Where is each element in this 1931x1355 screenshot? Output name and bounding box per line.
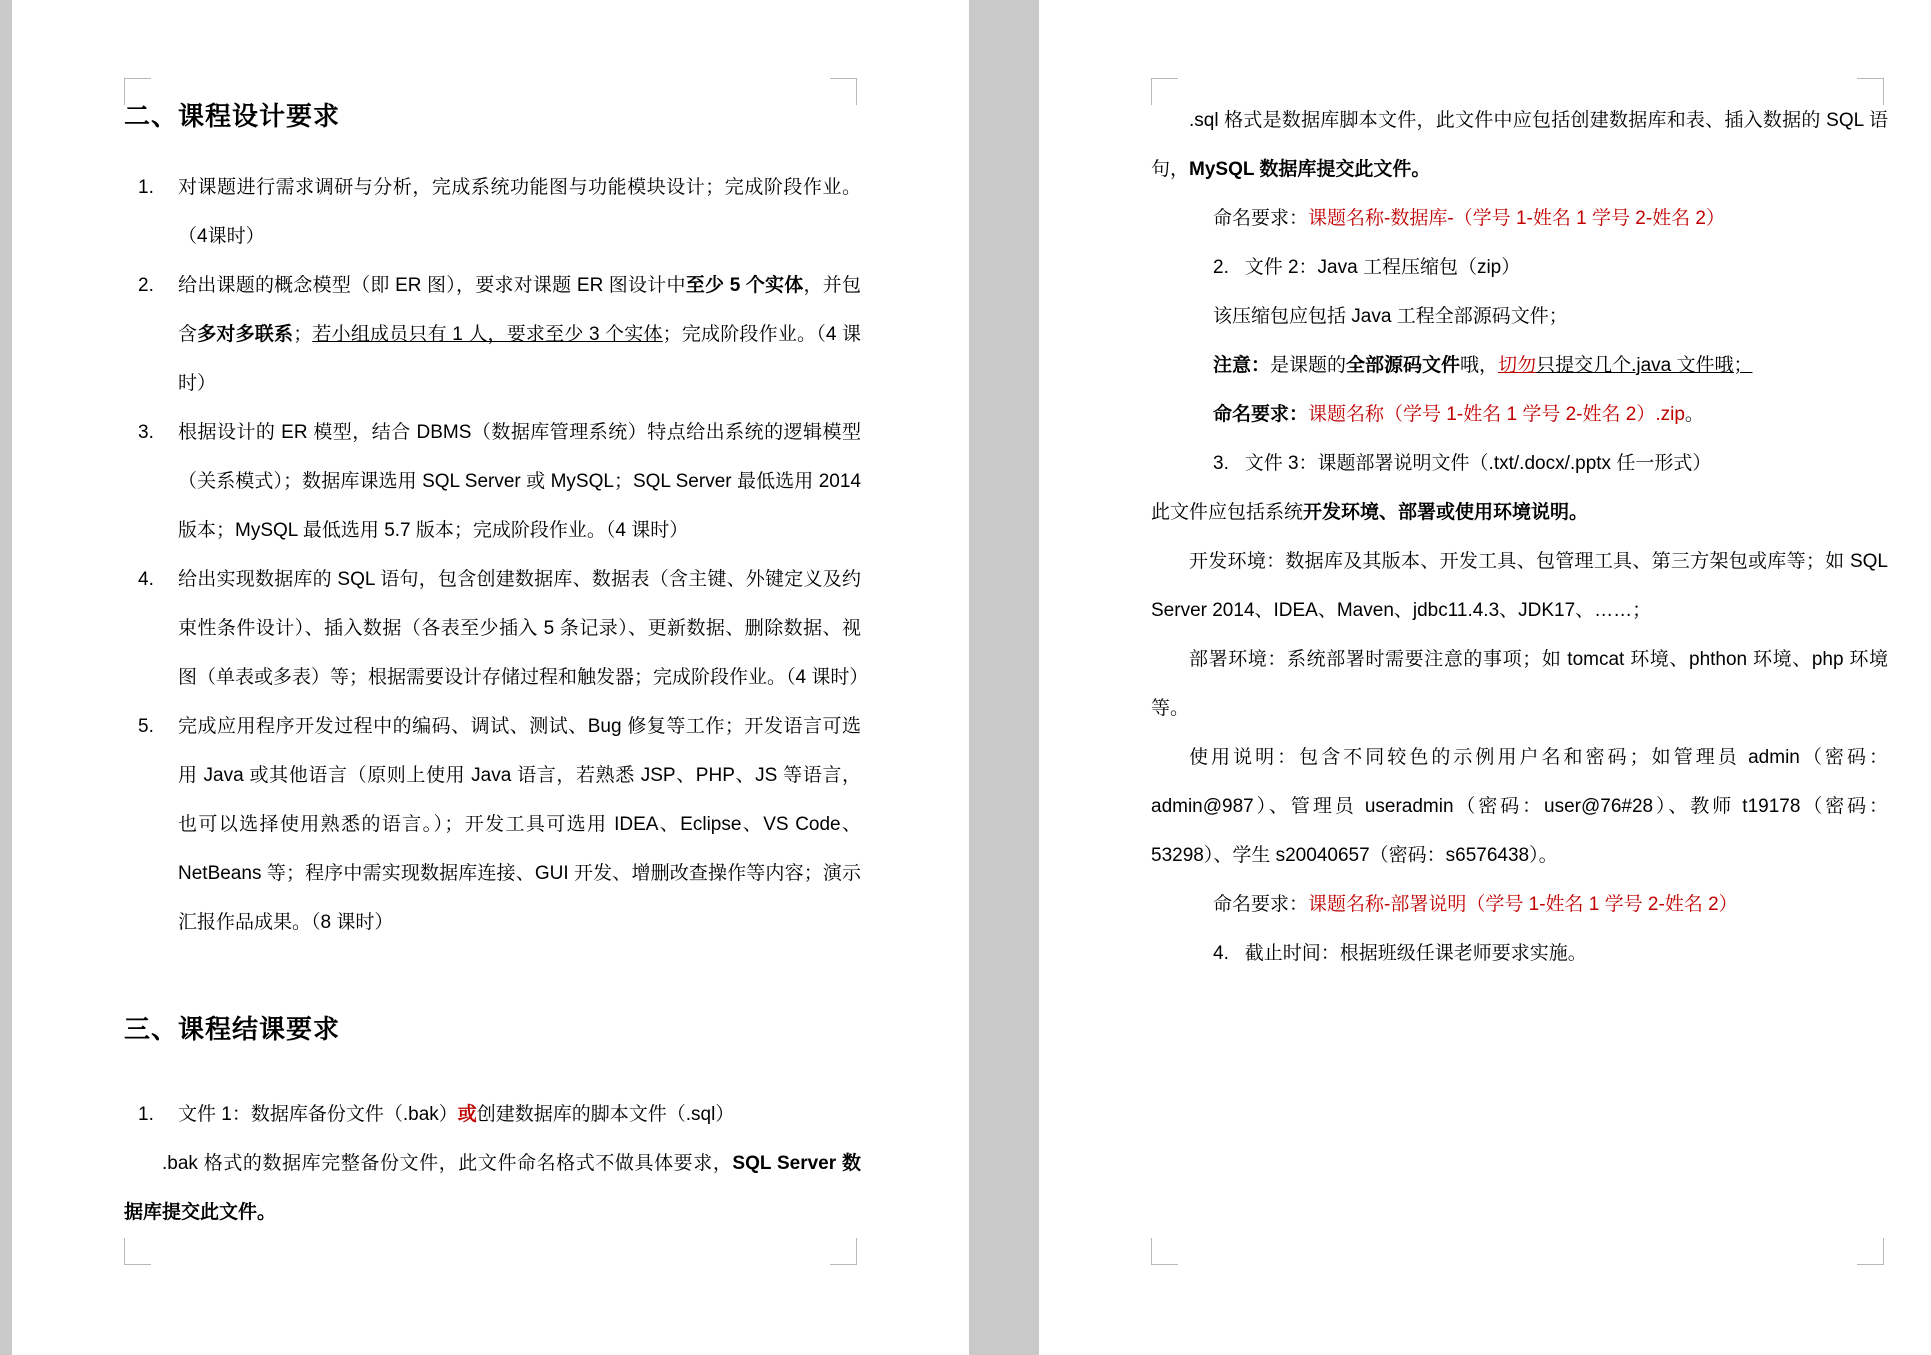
requirement-item-3-text: 根据设计的 ER 模型，结合 DBMS（数据库管理系统）特点给出系统的逻辑模型（关系模式）；数据库课选用 SQL Server 或 MySQL；SQL Server 最低选用 2014 版本；MySQL 最低选用 5.7 版本；完成阶段作业。（4 课时）	[178, 422, 861, 541]
zip-note	[1151, 341, 1888, 390]
document-page-1[interactable]	[12, 0, 969, 1355]
bak-file-description	[124, 1139, 861, 1237]
page-2-content	[1151, 96, 1888, 1275]
requirement-item-2-underline: 若小组成员只有 1 人，要求至少 3 个实体	[312, 324, 663, 345]
zip-note-red-warning: 切勿	[1498, 355, 1537, 376]
naming-1-label: 命名要求：	[1213, 208, 1309, 229]
spacer	[124, 1076, 861, 1090]
deliverable-item-3-text: 文件 3：课题部署说明文件（.txt/.docx/.pptx 任一形式）	[1244, 453, 1712, 474]
requirement-item-2-bold-2: 多对多联系	[197, 324, 294, 345]
naming-requirement-3	[1151, 880, 1888, 929]
requirement-item-5-text: 完成应用程序开发过程中的编码、调试、测试、Bug 修复等工作；开发语言可选用 Java 或其他语言（原则上使用 Java 语言，若熟悉 JSP、PHP、JS 等语言，也可以选择使用熟悉的语言。）；开发工具可选用 IDEA、Eclipse、VS Code、NetBeans 等；程序中需实现数据库连接、GUI 开发、增删改查操作等内容；演示汇报作品成果。（8 课时）	[178, 716, 861, 933]
requirement-item-5	[178, 702, 861, 947]
deliverable-item-3	[1151, 439, 1888, 488]
bak-description-text: .bak 格式的数据库完整备份文件，此文件命名格式不做具体要求，	[162, 1153, 733, 1174]
deployment-doc-bold: 开发环境、部署或使用环境说明。	[1303, 502, 1589, 523]
deliverable-item-2-text: 文件 2：Java 工程压缩包（zip）	[1244, 257, 1521, 278]
naming-3-value: 课题名称-部署说明（学号 1-姓名 1 学号 2-姓名 2）	[1308, 894, 1738, 915]
requirement-item-2-text-e: ；完成阶段作业。（4 课时）	[178, 324, 861, 394]
sql-description-text: .sql 格式是数据库脚本文件，此文件中应包括创建数据库和表、插入数据的 SQL 语句，	[1151, 110, 1888, 180]
page-1-content	[124, 96, 869, 1275]
final-requirement-list	[124, 1090, 861, 1139]
naming-requirement-2	[1151, 390, 1888, 439]
zip-note-underline: 只提交几个.java 文件哦；	[1536, 355, 1753, 376]
course-design-requirement-list	[124, 163, 869, 947]
requirement-item-2-text-a: 给出课题的概念模型（即 ER 图），要求对课题 ER 图设计中	[178, 275, 686, 296]
deliverable-item-4	[1151, 929, 1888, 978]
page-gutter-middle	[969, 0, 1039, 1355]
bak-description-bold: SQL Server 数据库提交此文件。	[124, 1153, 861, 1223]
final-item-1-red-or: 或	[457, 1104, 477, 1125]
requirement-item-2-text-c: ，并包含	[178, 275, 862, 345]
requirement-item-3	[178, 408, 861, 555]
zip-note-text-b: 哦，	[1460, 355, 1499, 376]
requirement-item-2-text-d: ；	[293, 324, 313, 345]
naming-1-value: 课题名称-数据库-（学号 1-姓名 1 学号 2-姓名 2）	[1308, 208, 1725, 229]
sql-file-description	[1151, 96, 1888, 194]
sql-description-bold: MySQL 数据库提交此文件。	[1189, 159, 1431, 180]
section-heading-course-design-requirements: 二、课程设计要求	[124, 102, 341, 131]
development-environment-paragraph: 开发环境：数据库及其版本、开发工具、包管理工具、第三方架包或库等；如 SQL Server 2014、IDEA、Maven、jdbc11.4.3、JDK17、……；	[1151, 551, 1888, 621]
requirement-item-4	[178, 555, 869, 702]
deliverable-item-4-number: 4.	[1213, 943, 1229, 964]
requirement-item-1-text: 对课题进行需求调研与分析，完成系统功能图与功能模块设计；完成阶段作业。（4课时）	[178, 177, 861, 247]
deliverable-item-2	[1151, 243, 1888, 292]
zip-note-text-a: 是课题的	[1270, 355, 1347, 376]
zip-note-label: 注意：	[1213, 355, 1271, 376]
requirement-item-4-text: 给出实现数据库的 SQL 语句，包含创建数据库、数据表（含主键、外键定义及约束性条件设计）、插入数据（各表至少插入 5 条记录）、更新数据、删除数据、视图（单表或多表）等；根据需要设计存储过程和触发器；完成阶段作业。（4 课时）	[178, 569, 869, 688]
deployment-environment-paragraph: 部署环境：系统部署时需要注意的事项；如 tomcat 环境、phthon 环境、php 环境等。	[1151, 649, 1888, 719]
requirement-item-2-bold-1: 至少 5 个实体	[685, 275, 804, 296]
deliverable-item-3-number: 3.	[1213, 453, 1229, 474]
naming-2-tail: 。	[1684, 404, 1704, 425]
final-item-1-text-a: 文件 1：数据库备份文件（.bak）	[178, 1104, 458, 1125]
deployment-doc-text: 此文件应包括系统	[1151, 502, 1304, 523]
final-item-1-text-b: 创建数据库的脚本文件（.sql）	[476, 1104, 735, 1125]
zip-note-bold: 全部源码文件	[1346, 355, 1461, 376]
zip-package-description: 该压缩包应包括 Java 工程全部源码文件；	[1213, 306, 1568, 327]
deployment-doc-description	[1151, 488, 1888, 537]
usage-instructions-paragraph: 使用说明：包含不同较色的示例用户名和密码；如管理员 admin（密码：admin@987）、管理员 useradmin（密码：user@76#28）、教师 t19178（密码：53298）、学生 s20040657（密码：s6576438）。	[1151, 747, 1888, 866]
section-heading-course-final-requirements: 三、课程结课要求	[124, 1015, 341, 1044]
document-page-2[interactable]	[1039, 0, 1931, 1355]
requirement-item-2	[178, 261, 861, 408]
deliverable-item-4-text: 截止时间：根据班级任课老师要求实施。	[1244, 943, 1587, 964]
deliverable-item-2-number: 2.	[1213, 257, 1229, 278]
naming-requirement-1	[1151, 194, 1888, 243]
final-requirement-item-1	[178, 1090, 861, 1139]
naming-2-value: 课题名称（学号 1-姓名 1 学号 2-姓名 2）.zip	[1308, 404, 1685, 425]
page-gutter-left	[0, 0, 12, 1355]
naming-3-label: 命名要求：	[1213, 894, 1309, 915]
naming-2-label: 命名要求：	[1213, 404, 1309, 425]
requirement-item-1	[178, 163, 861, 261]
